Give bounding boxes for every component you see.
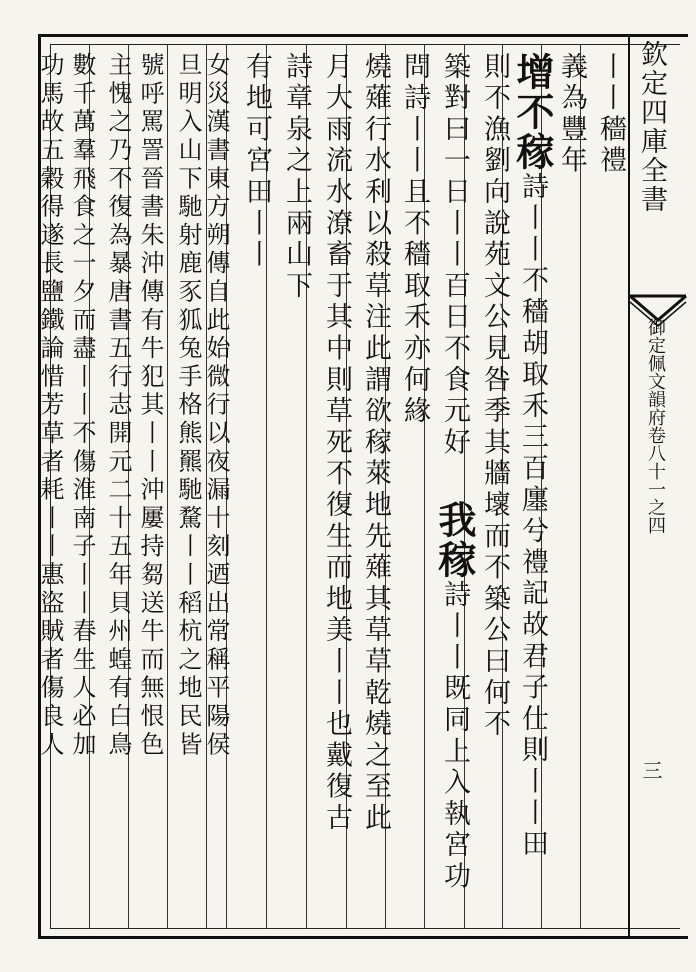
text-column: 則不漁劉向說苑文公見咎季其牆壞而不築公曰何不 xyxy=(479,52,510,741)
text-column: 旦明入山下馳射鹿豕狐兔手格熊羆馳騖丨丨稻杭之地民皆 xyxy=(174,52,202,760)
text-column: 義為豐年 xyxy=(556,52,587,178)
headword: 不稼 xyxy=(510,92,555,172)
spine-page-number: 三 xyxy=(639,760,663,780)
text-column: 增不稼詩丨丨不穡胡取禾三百廛兮禮記故君子仕則丨丨田 xyxy=(510,52,555,861)
text-column: 功馬故五穀得遂長鹽鐵論惜芳草者耗丨丨惠盜賊者傷良人 xyxy=(36,52,64,760)
text-column: 燒薙行水利以殺草注此謂欲稼萊地先薙其草草乾燒之至此 xyxy=(360,52,391,835)
text-column: 號呼罵詈晉書朱沖傳有牛犯其丨丨沖屢持芻送牛而無恨色 xyxy=(136,52,164,760)
text-column: 問詩丨丨且不穡取禾亦何緣 xyxy=(399,52,430,428)
text-column: 有地可宮田丨丨 xyxy=(241,52,272,272)
text-column-headword: 我稼詩丨丨既同上入執宮功 xyxy=(432,500,477,893)
text-column: 詩章泉之上兩山下 xyxy=(281,52,312,303)
spine-volume: 御定佩文韻府卷八十一之四 xyxy=(645,318,666,534)
headword: 增 xyxy=(510,52,555,92)
headword: 我稼 xyxy=(432,500,477,580)
text-column: 月大雨流水潦畜于其中則草死不復生而地美丨丨也戴復古 xyxy=(321,52,352,835)
text-column: 主愧之乃不復為暴唐書五行志開元二十五年貝州蝗有白鳥 xyxy=(104,52,132,760)
text-column: 丨丨穡禮 xyxy=(595,52,626,178)
text-column: 數千萬羣飛食之一夕而盡丨丨不傷淮南子丨丨春生人必加 xyxy=(68,52,96,760)
spine-title: 欽定四庫全書 xyxy=(636,40,667,214)
text-column: 築對曰一日丨丨百日不食元好 xyxy=(439,52,470,459)
text-column: 女災漢書東方朔傳自此始微行以夜漏十刻迺出常稱平陽侯 xyxy=(202,52,230,760)
